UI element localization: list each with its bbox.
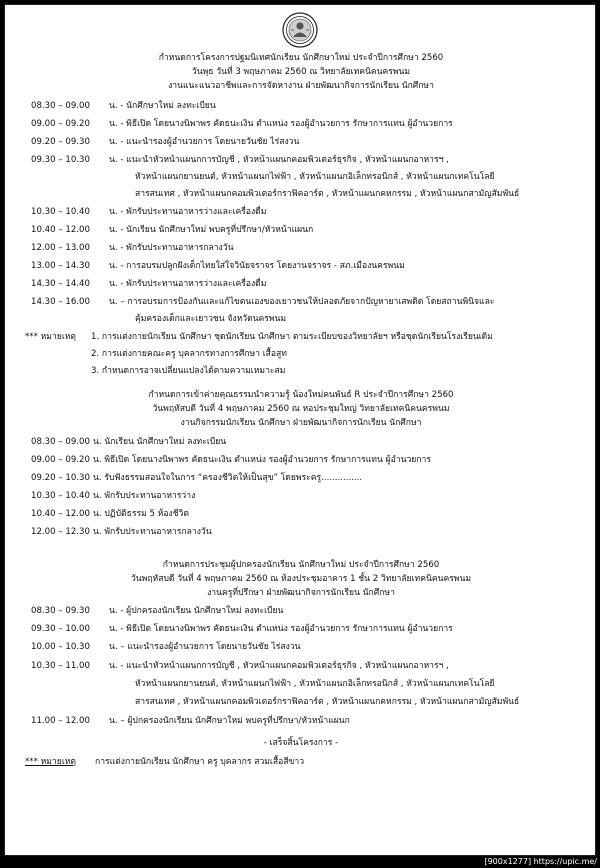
section3-title: กำหนดการประชุมผู้ปกครองนักเรียน นักศึกษาใหม่ ประจำปีการศึกษา 2560 [162, 560, 440, 570]
schedule-row: 10.40 – 12.00 น. ปฏิบัติธรรม 5 ห้องชีวิต [31, 509, 189, 519]
schedule-row: 08.30 – 09.30 น. - ผู้ปกครองนักเรียน นักศึกษาใหม่ ลงทะเบียน [31, 606, 284, 616]
schedule-row: 10.40 – 12.00 น. - นักเรียน นักศึกษาใหม่ พบครูที่ปรึกษา/หัวหน้าแผนก [31, 225, 314, 235]
document-page [4, 4, 596, 856]
section1-date: วันพุธ วันที่ 3 พฤษภาคม 2560 ณ วิทยาลัยเทคนิคนครพนม [191, 67, 411, 77]
image-source-footer: [900x1277] https://upic.me/ [484, 857, 597, 866]
schedule-row: 09.30 – 10.30 น. - แนะนำหัวหน้าแผนกการบัญชี , หัวหน้าแผนกคอมพิวเตอร์ธุรกิจ , หัวหน้าแผนกอาหารฯ , [31, 155, 449, 165]
schedule-row: 10.30 – 10.40 น. - พักรับประทานอาหารว่างและเครื่องดื่ม [31, 207, 267, 217]
section1-title: กำหนดการโครงการปฐมนิเทศนักเรียน นักศึกษาใหม่ ประจำปีการศึกษา 2560 [158, 53, 444, 63]
schedule-row: 14.30 – 14.40 น. - พักรับประทานอาหารว่างและเครื่องดื่ม [31, 279, 267, 289]
schedule-row: 12.00 – 13.00 น. - พักรับประทานอาหารกลางวัน [31, 243, 234, 253]
schedule-row: 09.20 – 09.30 น. - แนะนำรองผู้อำนวยการ โดยนายวันชัย ไร่สงวน [31, 137, 300, 147]
schedule-row: 12.00 – 12.30 น. พักรับประทานอาหารกลางวัน [31, 527, 212, 537]
schedule-row: 13.00 – 14.30 น. - การอบรมปลูกฝังเด็กไทยใส่ใจวินัยจราจร โดยงานจราจร - สภ.เมืองนครพนม [31, 261, 405, 271]
schedule-row-continuation: สารสนเทศ , หัวหน้าแผนกคอมพิวเตอร์กราฟิคอาร์ต , หัวหน้าแผนกคหกรรม , หัวหน้าแผนกสามัญสัมพันธ์ [135, 697, 520, 707]
section3-date: วันพฤหัสบดี วันที่ 4 พฤษภาคม 2560 ณ ห้องประชุมอาคาร 1 ชั้น 2 วิทยาลัยเทคนิคนครพนม [130, 574, 472, 584]
schedule-row: 10.30 – 11.00 น. - แนะนำหัวหน้าแผนกการบัญชี , หัวหน้าแผนกคอมพิวเตอร์ธุรกิจ , หัวหน้าแผนกอาหารฯ , [31, 661, 449, 671]
section1-org: งานแนะแนวอาชีพและการจัดหางาน ฝ่ายพัฒนากิจการนักเรียน นักศึกษา [168, 81, 434, 91]
section3-org: งานครูที่ปรึกษา ฝ่ายพัฒนากิจการนักเรียน นักศึกษา [207, 588, 395, 598]
section2-org: งานกิจกรรมนักเรียน นักศึกษา ฝ่ายพัฒนากิจการนักเรียน นักศึกษา [180, 418, 422, 428]
note-item: 3. กำหนดการอาจเปลี่ยนแปลงได้ตามความเหมาะสม [91, 366, 286, 376]
schedule-row: 09.00 – 09.20 น. - พิธีเปิด โดยนางนิพาพร คัดธนะเงิน ตำแหน่ง รองผู้อำนวยการ รักษาการแทน ผู้อำนวยการ [31, 119, 453, 129]
section2-title: กำหนดการเข้าค่ายคุณธรรมนำความรู้ น้องใหม่คนพันธ์ R ประจำปีการศึกษา 2560 [148, 390, 454, 400]
schedule-row-continuation: สารสนเทศ , หัวหน้าแผนกคอมพิวเตอร์กราฟิคอาร์ต , หัวหน้าแผนกคหกรรม , หัวหน้าแผนกสามัญสัมพันธ์ [135, 189, 520, 199]
schedule-row-continuation: หัวหน้าแผนกยานยนต์, หัวหน้าแผนกไฟฟ้า , หัวหน้าแผนกอิเล็กทรอนิกส์ , หัวหน้าแผนกเทคโนโลยี [135, 679, 495, 689]
end-of-program: - เสร็จสิ้นโครงการ - [263, 738, 339, 748]
schedule-row: 09.00 – 09.20 น. พิธีเปิด โดยนางนิพาพร คัดธนะเงิน ตำแหน่ง รองผู้อำนวยการ รักษาการแทน ผู้อำนวยการ [31, 455, 431, 465]
schedule-row-continuation: หัวหน้าแผนกยานยนต์, หัวหน้าแผนกไฟฟ้า , หัวหน้าแผนกอิเล็กทรอนิกส์ , หัวหน้าแผนกเทคโนโลยี [135, 172, 495, 182]
schedule-row: 14.30 – 16.00 น. – การอบรมการป้องกันและแก้ไขตนเองของเยาวชนให้ปลอดภัยจากปัญหายาเสพติด โดยสถานพินิจและ [31, 297, 495, 307]
section2-date: วันพฤหัสบดี วันที่ 4 พฤษภาคม 2560 ณ หอประชุมใหญ่ วิทยาลัยเทคนิคนครพนม [152, 404, 450, 414]
note-item: การแต่งกายนักเรียน นักศึกษา ครู บุคลากร สวมเสื้อสีขาว [95, 757, 305, 767]
note-label: *** หมายเหตุ [25, 332, 76, 342]
schedule-row: 09.30 – 10.00 น. - พิธีเปิด โดยนางนิพาพร คัดธนะเงิน ตำแหน่ง รองผู้อำนวยการ รักษาการแทน ผู้อำนวยการ [31, 624, 453, 634]
college-emblem-icon [282, 12, 318, 48]
note-item: 1. การแต่งกายนักเรียน นักศึกษา ชุดนักเรียน นักศึกษา ตามระเบียบของวิทยาลัยฯ หรือชุดนักเรียนโรงเรียนเดิม [91, 332, 493, 342]
schedule-row: 11.00 – 12.00 น. – ผู้ปกครองนักเรียน นักศึกษาใหม่ พบครูที่ปรึกษา/หัวหน้าแผนก [31, 716, 350, 726]
note-label: *** หมายเหตุ [25, 757, 76, 767]
schedule-row: 09.20 – 10.30 น. รับฟังธรรมสอนใจในการ “ครองชีวิตให้เป็นสุข” โดยพระครู............... [31, 473, 363, 483]
note-item: 2. การแต่งกายคณะครู บุคลากรทางการศึกษา เสื้อสูท [91, 349, 287, 359]
schedule-row: 10.00 – 10.30 น. – แนะนำรองผู้อำนวยการ โดยนายวันชัย ไร่สงวน [31, 642, 301, 652]
schedule-row: 08.30 – 09.00 น. - นักศึกษาใหม่ ลงทะเบียน [31, 101, 216, 111]
schedule-row: 08.30 – 09.00 น. นักเรียน นักศึกษาใหม่ ลงทะเบียน [31, 437, 227, 447]
schedule-row: 10.30 – 10.40 น. พักรับประทานอาหารว่าง [31, 491, 196, 501]
schedule-row-continuation: คุ้มครองเด็กและเยาวชน จังหวัดนครพนม [135, 314, 287, 324]
